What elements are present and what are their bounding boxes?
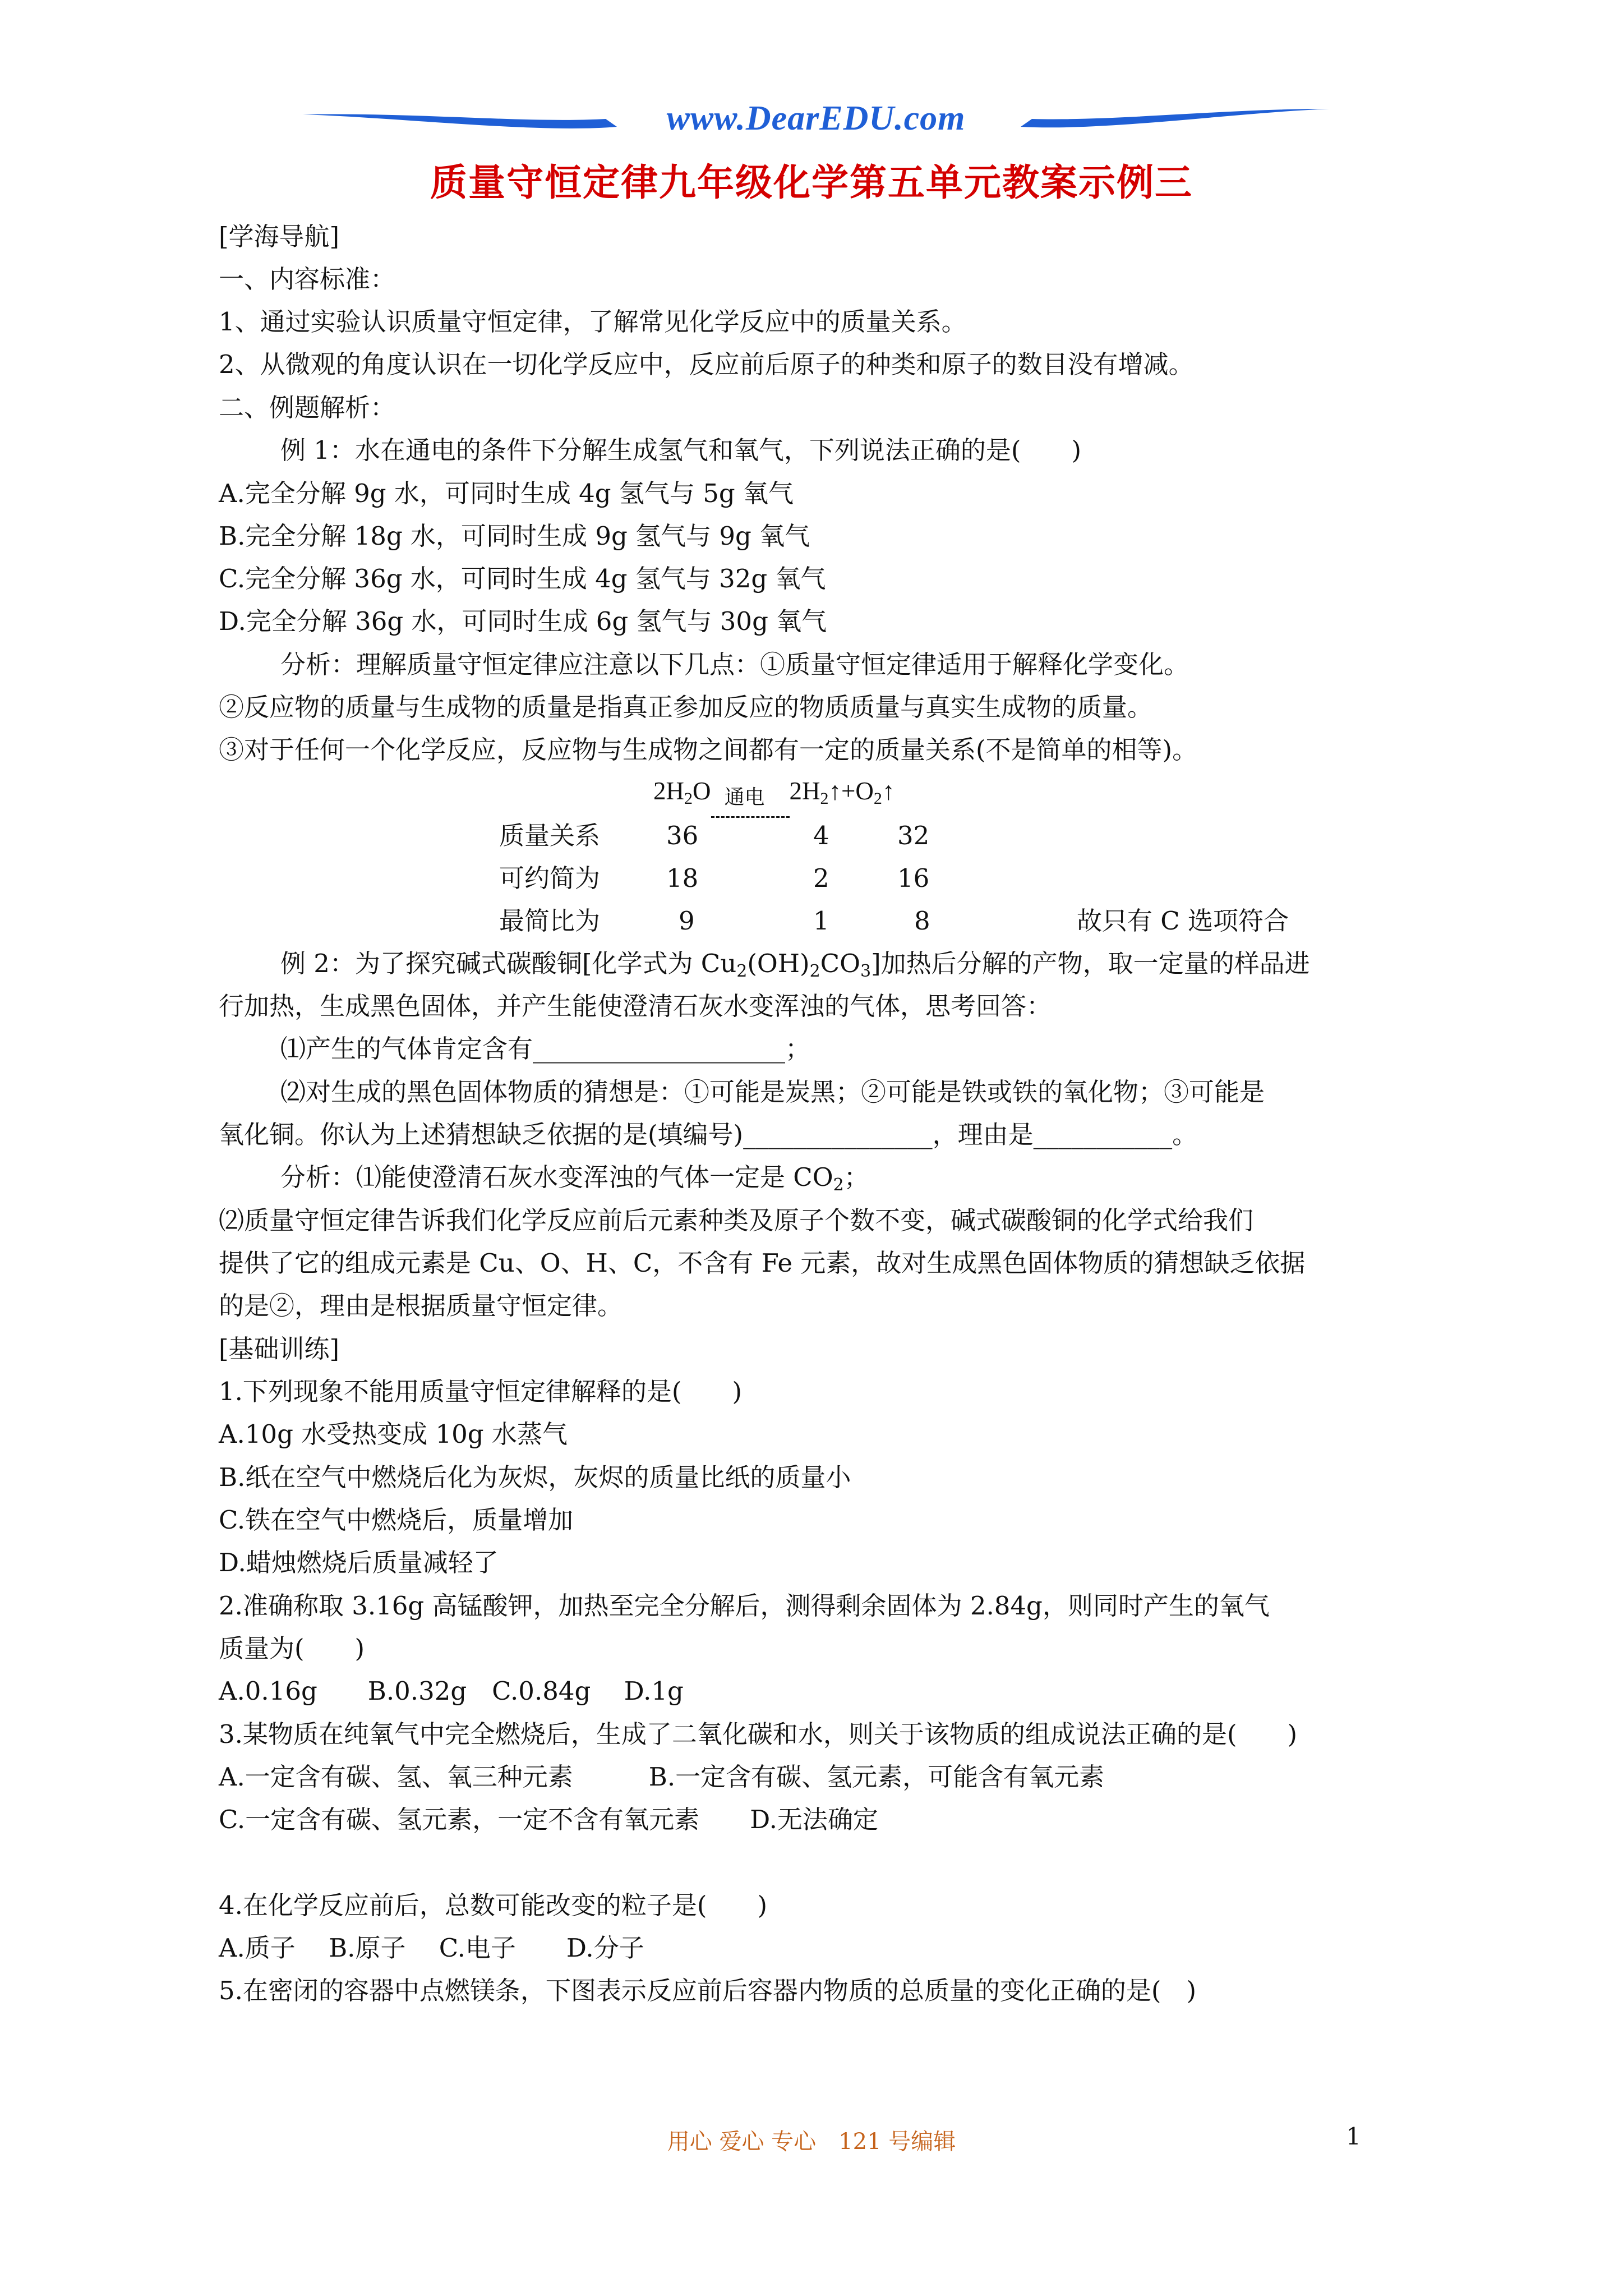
logo-text: www.DearEDU.com	[666, 99, 966, 137]
section-heading: [学海导航]	[219, 222, 340, 251]
equation-product: 2H	[789, 777, 820, 805]
option-item: A.10g 水受热变成 10g 水蒸气	[219, 1419, 568, 1449]
chemical-equation: $2H_2O$ 通电 $2H_2↑+O_2↑$	[653, 774, 895, 808]
table-cell: 2	[813, 863, 829, 893]
analysis-text: ③对于任何一个化学反应，反应物与生成物之间都有一定的质量关系(不是简单的相等)。	[219, 735, 1198, 765]
sub-question: ⑴产生的气体肯定含有____________________；	[280, 1034, 811, 1064]
question-stem: 4.在化学反应前后，总数可能改变的粒子是( )	[219, 1890, 768, 1920]
option-item: D.完全分解 36g 水，可同时生成 6g 氢气与 30g 氧气	[219, 606, 827, 636]
question-stem: 质量为( )	[219, 1634, 365, 1663]
table-cell: 8	[914, 906, 930, 936]
standard-item: 2、从微观的角度认识在一切化学反应中，反应前后原子的种类和原子的数目没有增减。	[219, 349, 1194, 379]
document-title: 质量守恒定律九年级化学第五单元教案示例三	[430, 160, 1193, 204]
table-row-label: 质量关系	[499, 821, 601, 850]
option-list: C.一定含有碳、氢元素，一定不含有氧元素 D.无法确定	[219, 1805, 878, 1834]
table-cell: 32	[897, 821, 930, 850]
option-item: D.蜡烛燃烧后质量减轻了	[219, 1548, 499, 1577]
analysis-text: ⑵质量守恒定律告诉我们化学反应前后元素种类及原子个数不变，碱式碳酸铜的化学式给我们	[219, 1205, 1254, 1235]
analysis-text: 提供了它的组成元素是 Cu、O、H、C，不含有 Fe 元素，故对生成黑色固体物质的猜想缺乏依据	[219, 1248, 1306, 1278]
table-row-label: 最简比为	[499, 906, 601, 936]
option-item: C.完全分解 36g 水，可同时生成 4g 氢气与 32g 氧气	[219, 564, 826, 593]
option-item: B.完全分解 18g 水，可同时生成 9g 氢气与 9g 氧气	[219, 521, 810, 551]
sub-question: 氧化铜。你认为上述猜想缺乏依据的是(填编号)_______________，理由是___________。	[219, 1120, 1198, 1149]
sub-question: ⑵对生成的黑色固体物质的猜想是：①可能是炭黑；②可能是铁或铁的氧化物；③可能是	[280, 1077, 1265, 1107]
conclusion-text: 故只有 C 选项符合	[1077, 906, 1289, 936]
equation-condition: 通电	[724, 786, 765, 808]
table-cell: 4	[813, 821, 829, 850]
analysis-text: 分析：理解质量守恒定律应注意以下几点：①质量守恒定律适用于解释化学变化。	[280, 650, 1189, 679]
example-question: 例 1：水在通电的条件下分解生成氢气和氧气，下列说法正确的是( )	[280, 435, 1082, 465]
table-row-label: 可约简为	[499, 863, 601, 893]
analysis-text: 的是②，理由是根据质量守恒定律。	[219, 1291, 623, 1320]
option-item: B.纸在空气中燃烧后化为灰烬，灰烬的质量比纸的质量小	[219, 1462, 851, 1492]
equation-reactant: 2H	[653, 777, 684, 805]
section-heading: [基础训练]	[219, 1334, 340, 1364]
question-stem: 2.准确称取 3.16g 高锰酸钾，加热至完全分解后，测得剩余固体为 2.84g，则同时产生的氧气	[219, 1591, 1270, 1621]
table-cell: 18	[666, 863, 699, 893]
page-number: 1	[1346, 2123, 1361, 2150]
question-stem: 3.某物质在纯氧气中完全燃烧后，生成了二氧化碳和水，则关于该物质的组成说法正确的是( )	[219, 1719, 1298, 1749]
footer-text: 用心 爱心 专心 121 号编辑	[667, 2129, 956, 2155]
table-cell: 9	[679, 906, 695, 936]
site-logo[interactable]	[303, 94, 1329, 156]
example-question: 例 2：为了探究碱式碳酸铜[化学式为 $Cu_2(OH)_2CO_3$]加热后分解的产物，取一定量的样品进	[280, 949, 1310, 981]
option-list: A.0.16g B.0.32g C.0.84g D.1g	[219, 1676, 684, 1706]
question-stem: 5.在密闭的容器中点燃镁条，下图表示反应前后容器内物质的总质量的变化正确的是( )	[219, 1976, 1197, 2005]
standard-item: 1、通过实验认识质量守恒定律，了解常见化学反应中的质量关系。	[219, 307, 967, 337]
section-heading: 二、例题解析：	[219, 393, 396, 422]
option-item: C.铁在空气中燃烧后，质量增加	[219, 1505, 574, 1535]
option-list: A.一定含有碳、氢、氧三种元素 B.一定含有碳、氢元素，可能含有氧元素	[219, 1762, 1105, 1792]
analysis-text: 分析：⑴能使澄清石灰水变浑浊的气体一定是 $CO_2$；	[280, 1162, 869, 1195]
table-cell: 1	[813, 906, 829, 936]
table-cell: 16	[897, 863, 930, 893]
analysis-text: ②反应物的质量与生成物的质量是指真正参加反应的物质质量与真实生成物的质量。	[219, 692, 1153, 722]
option-list: A.质子 B.原子 C.电子 D.分子	[219, 1933, 644, 1963]
option-item: A.完全分解 9g 水，可同时生成 4g 氢气与 5g 氧气	[219, 478, 794, 508]
example-question: 行加热，生成黑色固体，并产生能使澄清石灰水变浑浊的气体，思考回答：	[219, 991, 1052, 1021]
table-cell: 36	[666, 821, 699, 850]
section-heading: 一、内容标准：	[219, 264, 396, 294]
question-stem: 1.下列现象不能用质量守恒定律解释的是( )	[219, 1377, 743, 1406]
